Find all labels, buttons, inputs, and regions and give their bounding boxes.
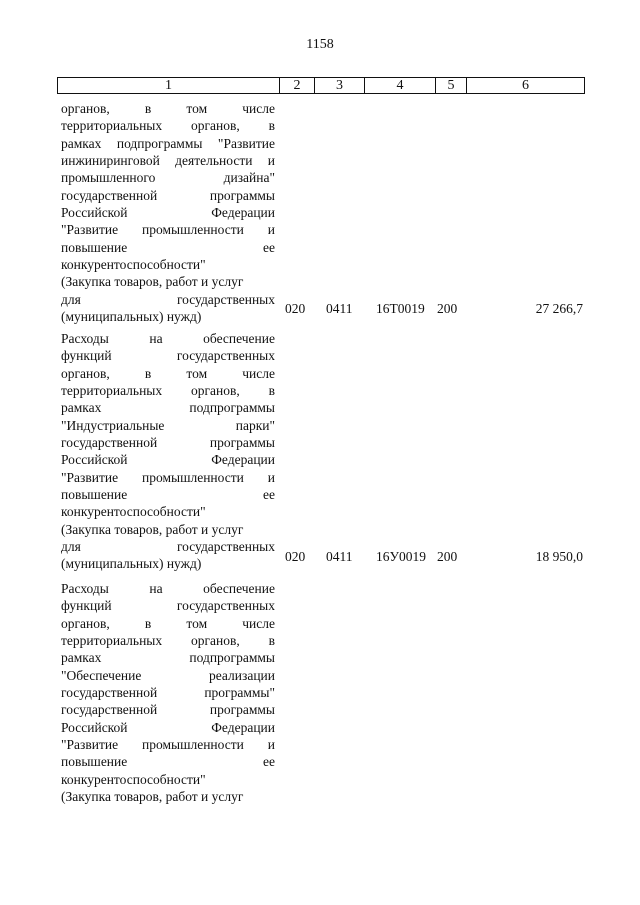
description-line: органов, в том числе [61, 365, 275, 381]
description-line: функций государственных [61, 348, 275, 364]
description-line: "Развитие промышленности и [61, 737, 275, 753]
description-line: (Закупка товаров, работ и услуг [61, 274, 244, 290]
description-line: "Развитие промышленности и [61, 469, 275, 485]
description-line: для государственных [61, 291, 275, 307]
table-header-row [57, 77, 585, 94]
description-line: (Закупка товаров, работ и услуг [61, 521, 244, 537]
description-line: для государственных [61, 539, 275, 555]
description-line: Российской Федерации [61, 205, 275, 221]
description-line: органов, в том числе [61, 615, 275, 631]
description-line: (муниципальных) нужд) [61, 309, 202, 325]
expense-type-code: 200 [437, 301, 458, 317]
description-line: конкурентоспособности" [61, 504, 206, 520]
row-description [61, 580, 275, 805]
description-line: (муниципальных) нужд) [61, 556, 202, 572]
header-col-5: 5 [436, 78, 467, 93]
header-col-6: 6 [522, 78, 529, 93]
description-line: конкурентоспособности" [61, 257, 206, 273]
description-line: рамках подпрограммы "Развитие [61, 135, 275, 151]
description-line: рамках подпрограммы [61, 400, 275, 416]
amount-value: 27 266,7 [535, 301, 583, 317]
target-code: 16Т0019 [376, 301, 425, 317]
header-col-3: 3 [315, 78, 365, 93]
description-line: промышленного дизайна" [61, 170, 275, 186]
description-line: функций государственных [61, 598, 275, 614]
description-line: Расходы на обеспечение [61, 581, 275, 596]
expense-type-code: 200 [437, 548, 458, 564]
header-col-1: 1 [58, 78, 280, 93]
header-col-4: 4 [365, 78, 436, 93]
description-line: органов, в том числе [61, 101, 275, 116]
section-code: 0411 [326, 548, 353, 564]
description-line: Российской Федерации [61, 719, 275, 735]
description-line: конкурентоспособности" [61, 771, 206, 787]
page-number: 1158 [306, 37, 334, 52]
description-line: Расходы на обеспечение [61, 331, 275, 346]
description-line: территориальных органов, в [61, 383, 275, 399]
description-line: Российской Федерации [61, 452, 275, 468]
row-description [61, 100, 275, 325]
description-line: государственной программы" [61, 685, 275, 701]
description-line: государственной программы [61, 435, 275, 451]
description-line: (Закупка товаров, работ и услуг [61, 789, 244, 805]
section-code: 0411 [326, 301, 353, 317]
amount-value: 18 950,0 [535, 548, 583, 564]
target-code: 16У0019 [376, 548, 427, 564]
header-col-2: 2 [280, 78, 315, 93]
description-line: инжиниринговой деятельности и [61, 153, 275, 169]
description-line: "Развитие промышленности и [61, 222, 275, 238]
description-line: "Обеспечение реализации [61, 667, 275, 683]
description-line: повышение ее [61, 754, 275, 770]
ministry-code: 020 [285, 301, 306, 317]
description-line: повышение ее [61, 239, 275, 255]
description-line: территориальных органов, в [61, 633, 275, 649]
description-line: территориальных органов, в [61, 118, 275, 134]
description-line: рамках подпрограммы [61, 650, 275, 666]
description-line: повышение ее [61, 487, 275, 503]
description-line: "Индустриальные парки" [61, 417, 275, 433]
description-line: государственной программы [61, 187, 275, 203]
row-description [61, 330, 275, 573]
description-line: государственной программы [61, 702, 275, 718]
ministry-code: 020 [285, 548, 306, 564]
